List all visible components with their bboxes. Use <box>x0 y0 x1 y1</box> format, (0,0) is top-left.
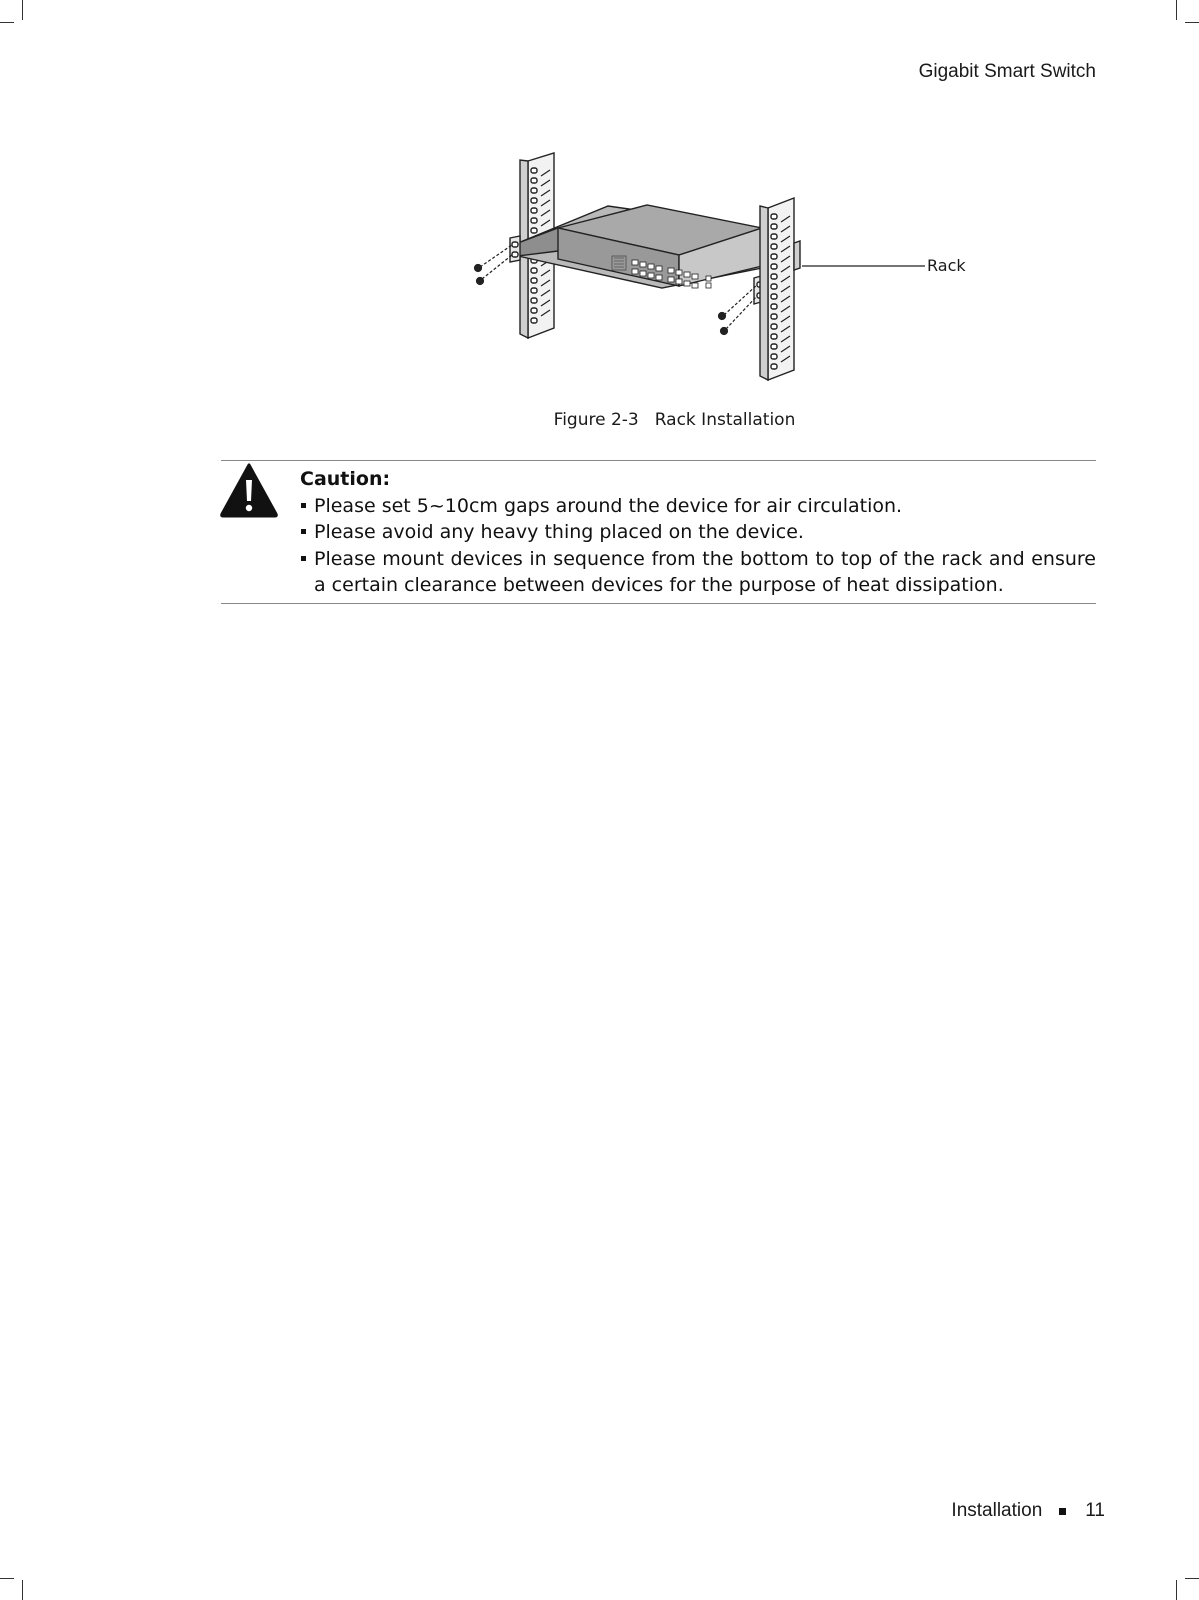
running-header: Gigabit Smart Switch <box>918 61 1096 82</box>
rack-installation-illustration <box>462 148 982 393</box>
rack-installation-figure <box>462 148 982 393</box>
figure-caption <box>0 410 1199 430</box>
right-rack-rail <box>760 198 800 380</box>
bullet-icon <box>301 556 306 561</box>
footer-separator-icon <box>1059 1508 1066 1515</box>
crop-mark <box>0 22 14 23</box>
crop-mark <box>1176 1580 1177 1600</box>
footer-section: Installation <box>951 1500 1043 1521</box>
crop-mark <box>22 1580 23 1600</box>
crop-mark <box>22 0 23 20</box>
caution-item: Please avoid any heavy thing placed on the device. <box>300 519 1096 546</box>
caution-title: Caution: <box>300 468 391 490</box>
rack-callout-label: Rack <box>927 256 966 275</box>
caution-block <box>300 466 1096 599</box>
bullet-icon <box>301 529 306 534</box>
caution-list <box>300 493 1096 599</box>
crop-mark <box>1176 0 1177 20</box>
crop-mark <box>0 1578 14 1579</box>
caution-item: Please mount devices in sequence from the bottom to top of the rack and ensure a certain clearance between devices for the purpose of heat dissipation. <box>300 546 1096 599</box>
warning-icon <box>219 462 279 518</box>
figure-caption-number: Figure 2-3 <box>553 410 639 430</box>
caution-top-divider <box>221 460 1096 461</box>
crop-mark <box>1185 22 1199 23</box>
crop-mark <box>1185 1578 1199 1579</box>
page-footer <box>951 1500 1105 1522</box>
page-number: 11 <box>1085 1500 1105 1521</box>
caution-bottom-divider <box>221 603 1096 604</box>
caution-item: Please set 5~10cm gaps around the device for air circulation. <box>300 493 1096 520</box>
figure-caption-title: Rack Installation <box>654 410 796 430</box>
bullet-icon <box>301 503 306 508</box>
